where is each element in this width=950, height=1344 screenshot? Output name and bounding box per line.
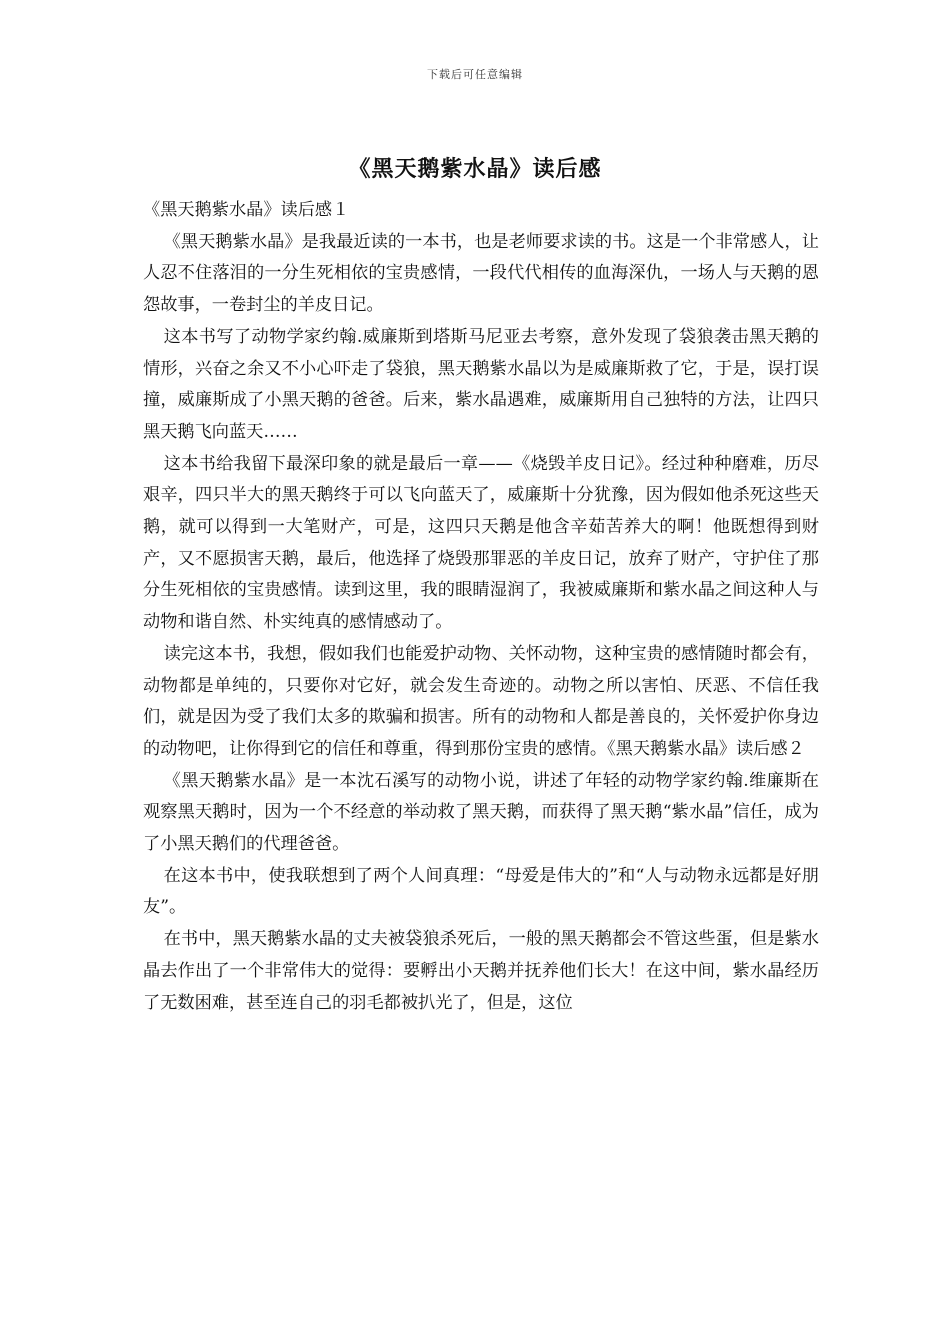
paragraph: 在这本书中，使我联想到了两个人间真理：“母爱是伟大的”和“人与动物永远都是好朋友”。 [143,865,819,918]
paragraph: 读完这本书，我想，假如我们也能爱护动物、关怀动物，这种宝贵的感情随时都会有，动物都是单纯的，只要你对它好，就会发生奇迹的。动物之所以害怕、厌恶、不信任我们，就是因为受了我们太多的欺骗和损害。所有的动物和人都是善良的，关怀爱护你身边的动物吧，让你得到它的信任和尊重，得到那份宝贵的感情。《黑天鹅紫水晶》读后感２ [143,643,819,759]
paragraph: 《黑天鹅紫水晶》是一本沈石溪写的动物小说，讲述了年轻的动物学家约翰.维廉斯在观察黑天鹅时，因为一个不经意的举动救了黑天鹅，而获得了黑天鹅“紫水晶”信任，成为了小黑天鹅们的代理爸爸。 [143,770,819,855]
document-body [143,195,819,1019]
paragraph: 在书中，黑天鹅紫水晶的丈夫被袋狼杀死后，一般的黑天鹅都会不管这些蛋，但是紫水晶去作出了一个非常伟大的觉得：要孵出小天鹅并抚养他们长大！在这中间，紫水晶经历了无数困难，甚至连自己的羽毛都被扒光了，但是，这位 [143,929,819,1013]
paragraph: 这本书给我留下最深印象的就是最后一章——《烧毁羊皮日记》。经过种种磨难，历尽艰辛，四只半大的黑天鹅终于可以飞向蓝天了，威廉斯十分犹豫，因为假如他杀死这些天鹅，就可以得到一大笔财产，可是，这四只天鹅是他含辛茹苦养大的啊！他既想得到财产，又不愿损害天鹅，最后，他选择了烧毁那罪恶的羊皮日记，放弃了财产，守护住了那分生死相依的宝贵感情。读到这里，我的眼睛湿润了，我被威廉斯和紫水晶之间这种人与动物和谐自然、朴实纯真的感情感动了。 [143,453,819,633]
document-title: 《黑天鹅紫水晶》读后感 [348,156,602,182]
paragraph: 这本书写了动物学家约翰.威廉斯到塔斯马尼亚去考察，意外发现了袋狼袭击黑天鹅的情形，兴奋之余又不小心吓走了袋狼，黑天鹅紫水晶以为是威廉斯救了它，于是，误打误撞，威廉斯成了小黑天鹅的爸爸。后来，紫水晶遇难，威廉斯用自己独特的方法，让四只黑天鹅飞向蓝天…… [143,326,819,442]
header-note: 下载后可任意编辑 [427,68,523,81]
section-heading: 《黑天鹅紫水晶》读后感１ [143,200,350,220]
paragraph: 《黑天鹅紫水晶》是我最近读的一本书，也是老师要求读的书。这是一个非常感人，让人忍不住落泪的一分生死相依的宝贵感情，一段代代相传的血海深仇，一场人与天鹅的恩怨故事，一卷封尘的羊皮日记。 [143,231,819,316]
